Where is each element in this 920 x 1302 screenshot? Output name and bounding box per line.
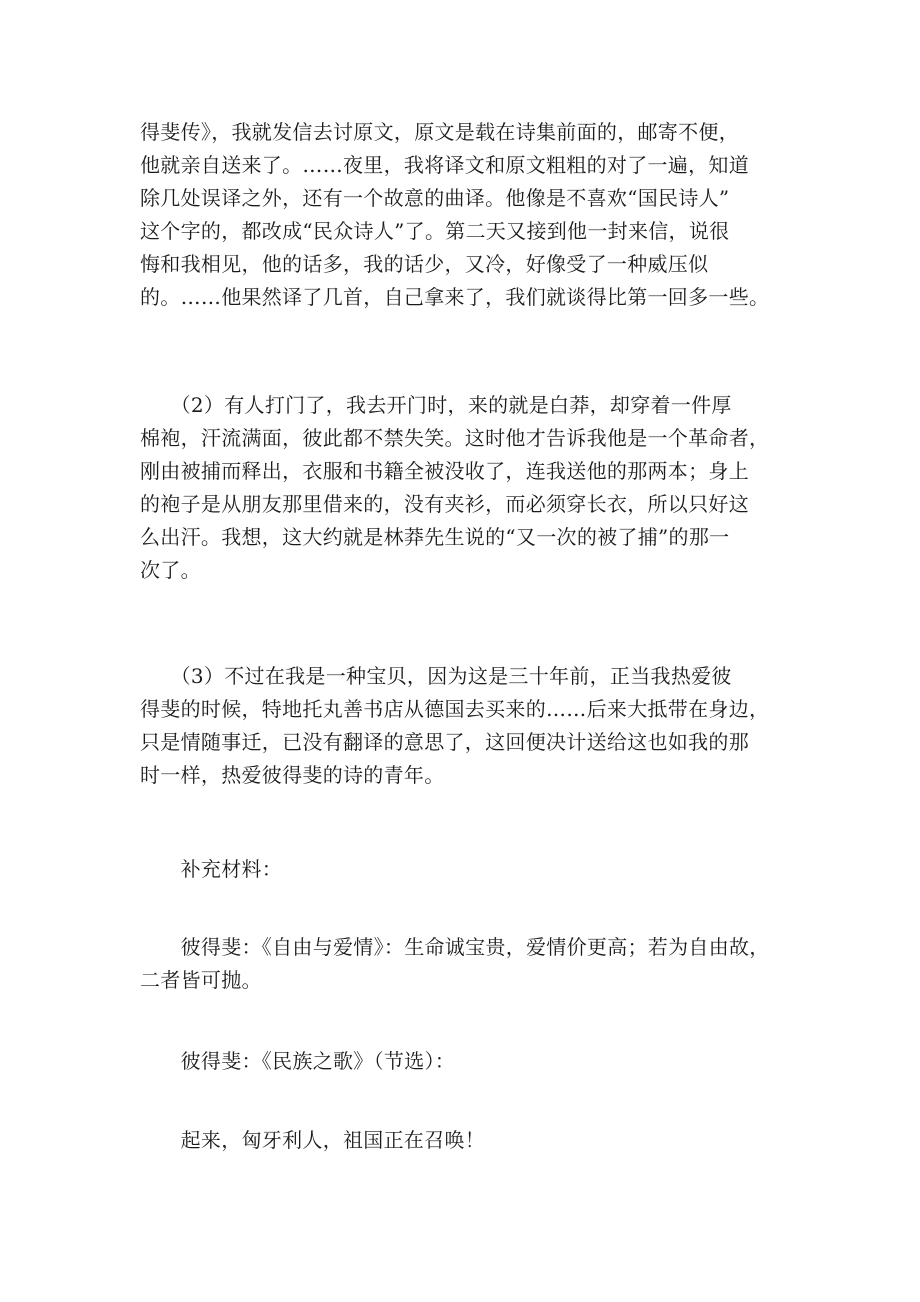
paragraph-liberty-and-love: [140, 931, 790, 997]
text-line: 时一样，热爱彼得斐的诗的青年。: [140, 763, 445, 787]
text-line: 起来，匈牙利人，祖国正在召唤！: [140, 1128, 486, 1152]
text-line: 次了。: [140, 558, 201, 582]
supplementary-heading: [140, 853, 790, 886]
text-line: 么出汗。我想，这大约就是林莽先生说的“又一次的被了捕”的那一: [140, 525, 730, 549]
text-line: 彼得斐：《自由与爱情》：生命诚宝贵，爱情价更高；若为自由故，: [140, 935, 770, 959]
paragraph-national-song-title: [140, 1045, 790, 1078]
text-line: 的。……他果然译了几首，自己拿来了，我们就谈得比第一回多一些。: [140, 285, 770, 309]
text-line: 除几处误译之外，还有一个故意的曲译。他像是不喜欢“国民诗人”: [140, 186, 730, 210]
text-line: 得斐的时候，特地托丸善书店从德国去买来的……后来大抵带在身边，: [140, 697, 770, 721]
text-line: 悔和我相见，他的话多，我的话少，又冷，好像受了一种威压似: [140, 252, 709, 276]
text-line: 补充材料：: [140, 857, 283, 881]
text-line: 的袍子是从朋友那里借来的，没有夹衫，而必须穿长衣，所以只好这: [140, 492, 749, 516]
text-line: （2）有人打门了，我去开门时，来的就是白莽，却穿着一件厚: [140, 393, 732, 417]
paragraph-1: [140, 116, 790, 314]
text-line: 只是情随事迁，已没有翻译的意思了，这回便决计送给这也如我的那: [140, 730, 749, 754]
text-line: 他就亲自送来了。……夜里，我将译文和原文粗粗的对了一遍，知道: [140, 153, 749, 177]
text-line: （3）不过在我是一种宝贝，因为这是三十年前，正当我热爱彼: [140, 664, 732, 688]
paragraph-national-song-line: [140, 1124, 790, 1157]
text-line: 得斐传》，我就发信去讨原文，原文是载在诗集前面的，邮寄不便，: [140, 120, 739, 144]
text-line: 刚由被捕而释出，衣服和书籍全被没收了，连我送他的那两本；身上: [140, 459, 749, 483]
text-line: 这个字的，都改成“民众诗人”了。第二天又接到他一封来信，说很: [140, 219, 730, 243]
text-line: 二者皆可抛。: [140, 968, 262, 992]
paragraph-2: [140, 389, 790, 587]
paragraph-3: [140, 660, 790, 792]
text-line: 彼得斐：《民族之歌》（节选）：: [140, 1049, 456, 1073]
text-line: 棉袍，汗流满面，彼此都不禁失笑。这时他才告诉我他是一个革命者，: [140, 426, 770, 450]
